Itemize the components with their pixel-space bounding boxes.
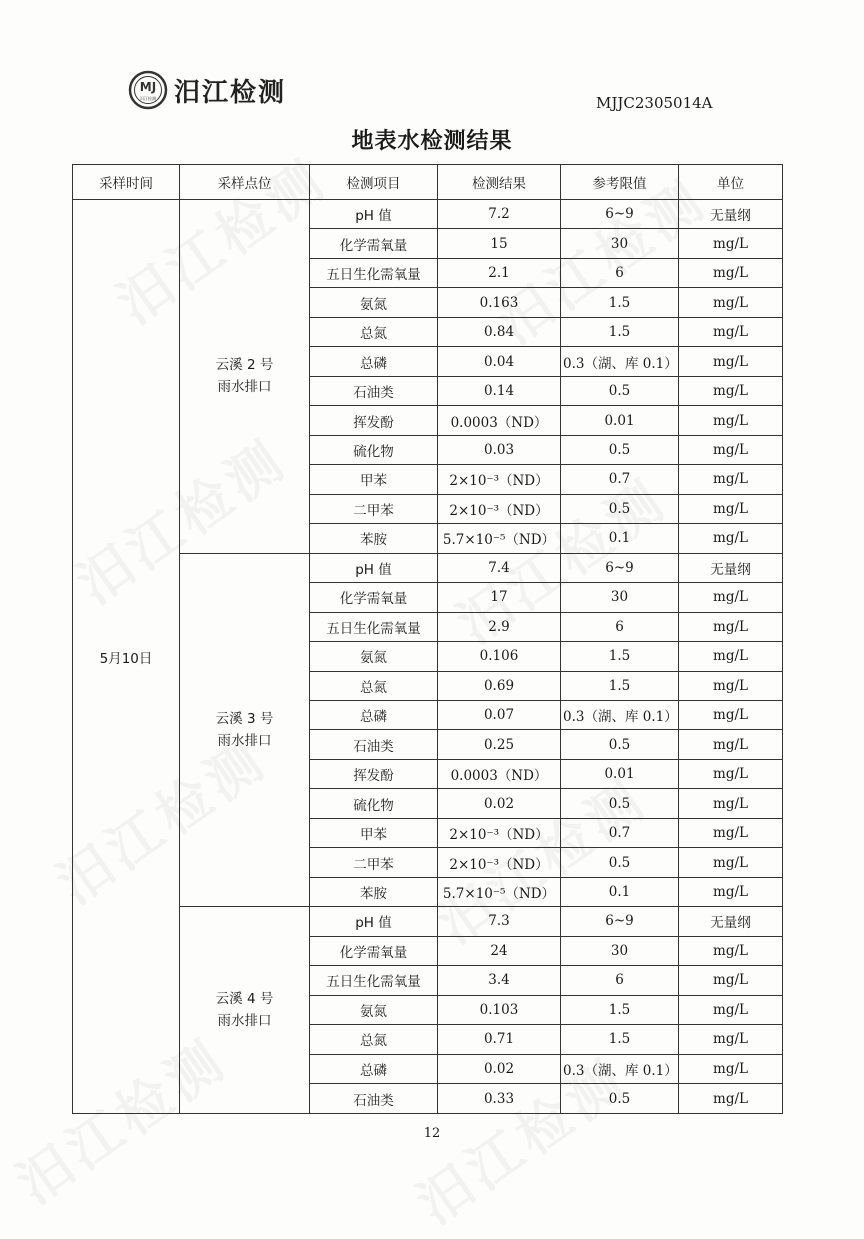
- logo-emblem-icon: [128, 70, 168, 110]
- result-cell: 2.9: [438, 612, 561, 641]
- test-item-cell: 二甲苯: [310, 848, 438, 877]
- test-item-cell: 苯胺: [310, 877, 438, 906]
- test-item-cell: 总氮: [310, 317, 438, 346]
- limit-cell: 0.1: [561, 524, 679, 553]
- test-item-cell: 氨氮: [310, 995, 438, 1024]
- result-cell: 5.7×10⁻⁵（ND）: [438, 877, 561, 906]
- unit-cell: mg/L: [679, 759, 783, 788]
- result-cell: 0.0003（ND）: [438, 759, 561, 788]
- unit-cell: mg/L: [679, 494, 783, 523]
- column-header: 检测项目: [310, 165, 438, 200]
- test-item-cell: pH 值: [310, 200, 438, 229]
- limit-cell: 6~9: [561, 553, 679, 582]
- unit-cell: mg/L: [679, 789, 783, 818]
- limit-cell: 1.5: [561, 317, 679, 346]
- page-title: 地表水检测结果: [351, 129, 513, 154]
- result-cell: 0.02: [438, 789, 561, 818]
- test-item-cell: 挥发酚: [310, 759, 438, 788]
- unit-cell: mg/L: [679, 347, 783, 376]
- result-cell: 5.7×10⁻⁵（ND）: [438, 524, 561, 553]
- result-cell: 2×10⁻³（ND）: [438, 494, 561, 523]
- unit-cell: mg/L: [679, 465, 783, 494]
- limit-cell: 0.7: [561, 465, 679, 494]
- unit-cell: mg/L: [679, 317, 783, 346]
- test-item-cell: 五日生化需氧量: [310, 966, 438, 995]
- limit-cell: 1.5: [561, 995, 679, 1024]
- limit-cell: 0.3（湖、库 0.1）: [561, 700, 679, 729]
- column-header: 单位: [679, 165, 783, 200]
- sampling-time-cell: 5月10日: [73, 200, 180, 1114]
- test-item-cell: 甲苯: [310, 818, 438, 847]
- limit-cell: 30: [561, 583, 679, 612]
- result-cell: 0.103: [438, 995, 561, 1024]
- limit-cell: 6: [561, 966, 679, 995]
- column-header: 参考限值: [561, 165, 679, 200]
- result-cell: 2×10⁻³（ND）: [438, 818, 561, 847]
- table-row: [73, 553, 783, 582]
- test-item-cell: 化学需氧量: [310, 936, 438, 965]
- unit-cell: mg/L: [679, 848, 783, 877]
- test-item-cell: pH 值: [310, 907, 438, 936]
- limit-cell: 1.5: [561, 642, 679, 671]
- unit-cell: mg/L: [679, 671, 783, 700]
- result-cell: 7.3: [438, 907, 561, 936]
- unit-cell: mg/L: [679, 818, 783, 847]
- unit-cell: mg/L: [679, 406, 783, 435]
- test-item-cell: 五日生化需氧量: [310, 612, 438, 641]
- unit-cell: mg/L: [679, 1025, 783, 1054]
- test-item-cell: 氨氮: [310, 642, 438, 671]
- test-item-cell: 石油类: [310, 1084, 438, 1114]
- result-cell: 15: [438, 229, 561, 258]
- site-type: 雨水排口: [217, 732, 272, 749]
- test-item-cell: 挥发酚: [310, 406, 438, 435]
- results-table: [72, 164, 783, 1114]
- limit-cell: 6~9: [561, 200, 679, 229]
- unit-cell: mg/L: [679, 730, 783, 759]
- column-header: 检测结果: [438, 165, 561, 200]
- test-item-cell: 总磷: [310, 700, 438, 729]
- unit-cell: mg/L: [679, 642, 783, 671]
- result-cell: 0.163: [438, 288, 561, 317]
- result-cell: 2×10⁻³（ND）: [438, 465, 561, 494]
- limit-cell: 1.5: [561, 1025, 679, 1054]
- limit-cell: 0.5: [561, 848, 679, 877]
- limit-cell: 0.5: [561, 1084, 679, 1114]
- limit-cell: 1.5: [561, 288, 679, 317]
- limit-cell: 30: [561, 229, 679, 258]
- unit-cell: mg/L: [679, 700, 783, 729]
- site-name: 云溪 2 号: [215, 357, 274, 374]
- table-header-row: [73, 165, 783, 200]
- test-item-cell: 五日生化需氧量: [310, 258, 438, 287]
- result-cell: 0.02: [438, 1054, 561, 1083]
- limit-cell: 0.1: [561, 877, 679, 906]
- test-item-cell: 石油类: [310, 376, 438, 405]
- test-item-cell: 氨氮: [310, 288, 438, 317]
- test-item-cell: 硫化物: [310, 789, 438, 818]
- result-cell: 2.1: [438, 258, 561, 287]
- table-row: [73, 200, 783, 229]
- result-cell: 0.106: [438, 642, 561, 671]
- results-table-container: [72, 164, 782, 1114]
- unit-cell: mg/L: [679, 376, 783, 405]
- table-row: [73, 907, 783, 936]
- result-cell: 0.03: [438, 435, 561, 464]
- logo-badge-subtext: 汨江检测: [140, 96, 156, 101]
- limit-cell: 1.5: [561, 671, 679, 700]
- test-item-cell: pH 值: [310, 553, 438, 582]
- column-header: 采样点位: [180, 165, 310, 200]
- result-cell: 0.07: [438, 700, 561, 729]
- logo-text: 汨江检测: [174, 77, 287, 108]
- unit-cell: mg/L: [679, 936, 783, 965]
- unit-cell: mg/L: [679, 1054, 783, 1083]
- site-name: 云溪 3 号: [215, 710, 274, 727]
- limit-cell: 0.7: [561, 818, 679, 847]
- unit-cell: mg/L: [679, 995, 783, 1024]
- unit-cell: mg/L: [679, 524, 783, 553]
- limit-cell: 0.5: [561, 376, 679, 405]
- logo-badge-text: MJ: [139, 80, 157, 94]
- result-cell: 2×10⁻³（ND）: [438, 848, 561, 877]
- test-item-cell: 总磷: [310, 347, 438, 376]
- unit-cell: mg/L: [679, 435, 783, 464]
- test-item-cell: 总磷: [310, 1054, 438, 1083]
- result-cell: 3.4: [438, 966, 561, 995]
- unit-cell: 无量纲: [679, 200, 783, 229]
- unit-cell: mg/L: [679, 288, 783, 317]
- limit-cell: 0.5: [561, 435, 679, 464]
- test-item-cell: 总氮: [310, 1025, 438, 1054]
- test-item-cell: 化学需氧量: [310, 229, 438, 258]
- result-cell: 0.33: [438, 1084, 561, 1114]
- result-cell: 0.84: [438, 317, 561, 346]
- result-cell: 0.25: [438, 730, 561, 759]
- result-cell: 17: [438, 583, 561, 612]
- page-number: 12: [423, 1126, 441, 1141]
- test-item-cell: 苯胺: [310, 524, 438, 553]
- table-body: [73, 200, 783, 1114]
- sampling-site-cell: [180, 553, 310, 907]
- result-cell: 0.0003（ND）: [438, 406, 561, 435]
- unit-cell: mg/L: [679, 583, 783, 612]
- limit-cell: 6: [561, 612, 679, 641]
- result-cell: 0.69: [438, 671, 561, 700]
- limit-cell: 30: [561, 936, 679, 965]
- unit-cell: mg/L: [679, 612, 783, 641]
- sampling-site-cell: [180, 907, 310, 1114]
- unit-cell: mg/L: [679, 877, 783, 906]
- site-name: 云溪 4 号: [215, 991, 274, 1008]
- limit-cell: 0.5: [561, 730, 679, 759]
- result-cell: 0.71: [438, 1025, 561, 1054]
- unit-cell: mg/L: [679, 258, 783, 287]
- limit-cell: 0.01: [561, 406, 679, 435]
- limit-cell: 6~9: [561, 907, 679, 936]
- unit-cell: mg/L: [679, 966, 783, 995]
- limit-cell: 0.01: [561, 759, 679, 788]
- sampling-site-cell: [180, 200, 310, 554]
- test-item-cell: 化学需氧量: [310, 583, 438, 612]
- company-logo: [128, 70, 286, 110]
- test-item-cell: 二甲苯: [310, 494, 438, 523]
- limit-cell: 0.3（湖、库 0.1）: [561, 347, 679, 376]
- limit-cell: 6: [561, 258, 679, 287]
- document-number: MJJC2305014A: [596, 94, 713, 112]
- test-item-cell: 甲苯: [310, 465, 438, 494]
- site-type: 雨水排口: [217, 1013, 272, 1030]
- result-cell: 0.04: [438, 347, 561, 376]
- limit-cell: 0.5: [561, 789, 679, 818]
- unit-cell: 无量纲: [679, 553, 783, 582]
- result-cell: 7.4: [438, 553, 561, 582]
- result-cell: 24: [438, 936, 561, 965]
- unit-cell: 无量纲: [679, 907, 783, 936]
- column-header: 采样时间: [73, 165, 180, 200]
- test-item-cell: 石油类: [310, 730, 438, 759]
- test-item-cell: 硫化物: [310, 435, 438, 464]
- limit-cell: 0.5: [561, 494, 679, 523]
- result-cell: 7.2: [438, 200, 561, 229]
- unit-cell: mg/L: [679, 229, 783, 258]
- test-item-cell: 总氮: [310, 671, 438, 700]
- result-cell: 0.14: [438, 376, 561, 405]
- site-type: 雨水排口: [217, 379, 272, 396]
- limit-cell: 0.3（湖、库 0.1）: [561, 1054, 679, 1083]
- unit-cell: mg/L: [679, 1084, 783, 1114]
